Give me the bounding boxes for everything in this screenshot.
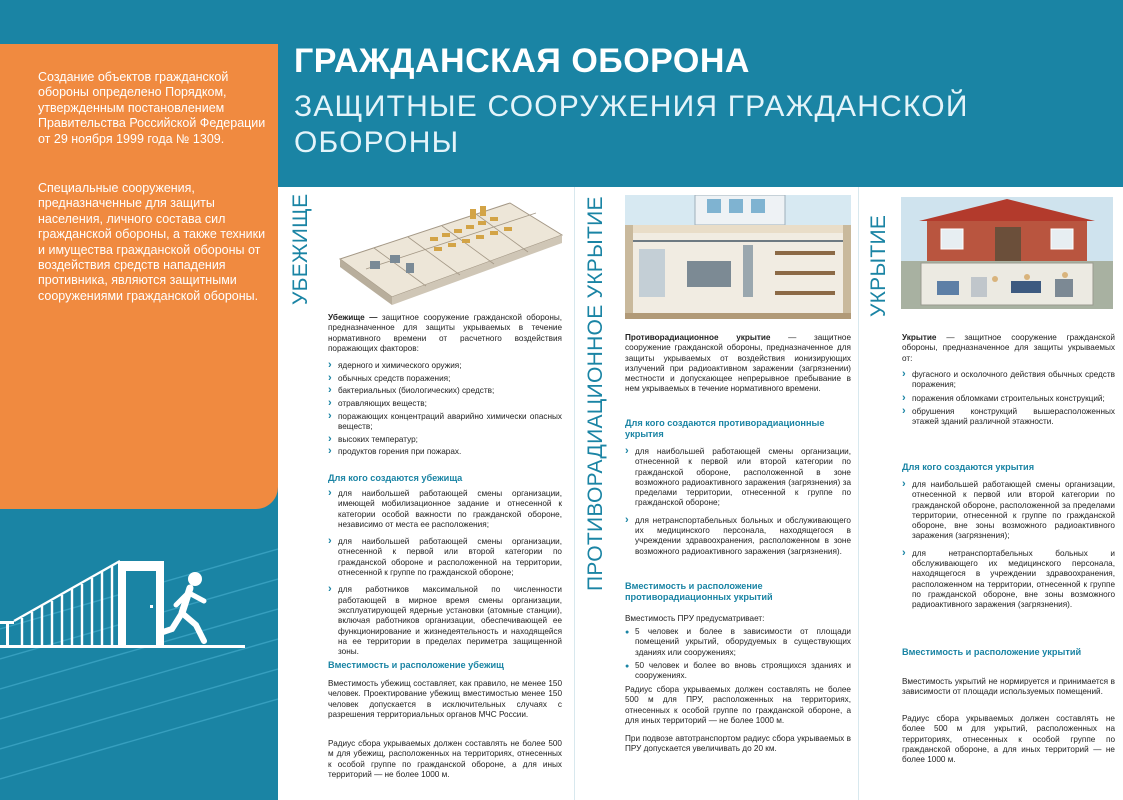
content-panel xyxy=(278,187,1123,800)
list-item: › для нетранспортабельных больных и обслуживающего их медицинского персонала, находящегося в учреждении здравоохранения, расположенном на территории, отнесенной к группе по гражданской обороне, вне зоны возможного радиоактивного заражения (загрязнения). xyxy=(902,549,1115,611)
section-heading: Вместимость и расположение убежищ xyxy=(328,660,504,670)
section-heading: Вместимость и расположение противорадиационных укрытий xyxy=(625,581,773,602)
shelter-floorplan-illustration xyxy=(330,197,566,307)
intro-paragraph-2: Специальные сооружения, предназначенные для защиты населения, личного состава сил гражданской обороны, а также техники и имущества гражданской обороны от воздействия средств нападения противника, являются защитными сооружениями гражданской обороны. xyxy=(38,181,266,303)
list-item: › для наибольшей работающей смены организации, отнесенной к первой или второй категории по гражданской обороне, расположенной в зоне возможного радиоактивного заражения (загрязнения) за пределами территории, отнесенной к группе по гражданской обороне; xyxy=(625,447,851,509)
list-item: ● 5 человек и более в зависимости от площади помещений укрытий, оборудуемых в существующих зданиях или сооружениях; xyxy=(625,627,851,658)
cover-radius-text: Радиус сбора укрываемых должен составлять не более 500 м для укрытий, расположенных на территориях, отнесенных к особой группе по гражданской обороне, а для иных территорий — не более 1000 м. xyxy=(902,714,1115,765)
list-item: › для наибольшей работающей смены организации, имеющей мобилизационное задание и отнесенной к категории особой важности по гражданской обороне, независимо от места ее расположения; xyxy=(328,489,562,530)
list-item: › продуктов горения при пожарах. xyxy=(328,447,562,457)
list-item: › для наибольшей работающей смены организации, отнесенной к первой или второй категории по гражданской обороне, расположенной за пределами территории, отнесенной к группе по гражданской обороне, вне зоны возможного радиоактивного заражения (загрязнения); xyxy=(902,480,1115,542)
anti-radiation-radius-text: Радиус сбора укрываемых должен составлять не более 500 м для ПРУ, расположенных на территориях, отнесенных к особой группе по гражданской обороне, а для иных территорий — не более 1000 м. xyxy=(625,685,851,725)
page-subtitle: ЗАЩИТНЫЕ СООРУЖЕНИЯ ГРАЖДАНСКОЙ ОБОРОНЫ xyxy=(294,90,969,159)
list-item: › поражающих концентраций аварийно химически опасных веществ; xyxy=(328,412,562,433)
column-shelter xyxy=(278,187,574,800)
list-item: › обычных средств поражения; xyxy=(328,374,562,384)
vertical-title-text: УБЕЖИЩЕ xyxy=(289,193,312,305)
list-item: › высоких температур; xyxy=(328,435,562,445)
anti-radiation-transport-text: При подвозе автотранспортом радиус сбора укрываемых в ПРУ допускается увеличивать до 20 км. xyxy=(625,734,851,754)
anti-radiation-capacity-list xyxy=(625,627,851,684)
anti-radiation-capacity-intro: Вместимость ПРУ предусматривает: xyxy=(625,614,765,623)
cover-house-illustration xyxy=(901,197,1113,309)
list-item: ● 50 человек и более во вновь строящихся зданиях и сооружениях. xyxy=(625,661,851,682)
column-anti-radiation-shelter xyxy=(575,187,858,800)
cover-who-list xyxy=(902,480,1115,613)
shelter-capacity-text: Вместимость убежищ составляет, как правило, не менее 150 человек. Проектирование убежищ вместимостью менее 150 человек допускается в исключительных случаях с разрешения территориальных органов МЧС России. xyxy=(328,679,562,719)
section-heading: Для кого создаются укрытия xyxy=(902,462,1035,472)
vertical-title-shelter xyxy=(278,187,320,800)
vertical-title-text: ПРОТИВОРАДИАЦИОННОЕ УКРЫТИЕ xyxy=(584,196,607,591)
vertical-title-text: УКРЫТИЕ xyxy=(867,214,890,317)
list-item: › поражения обломками строительных конструкций; xyxy=(902,394,1115,404)
section-heading: Для кого создаются противорадиационные укрытия xyxy=(625,418,825,439)
cover-factors-list xyxy=(902,370,1115,430)
anti-radiation-who-list xyxy=(625,447,851,559)
shelter-entrance-illustration xyxy=(0,509,278,800)
list-item: › отравляющих веществ; xyxy=(328,399,562,409)
anti-radiation-basement-illustration xyxy=(625,195,851,319)
section-heading: Для кого создаются убежища xyxy=(328,473,463,483)
vertical-title-cover xyxy=(859,187,901,800)
intro-paragraph-1: Создание объектов гражданской обороны определено Порядком, утвержденным постановлением Правительства Российской Федерации от 29 ноября 1999 года № 1309. xyxy=(38,70,266,146)
list-item: › для нетранспортабельных больных и обслуживающего их медицинского персонала, находящегося в учреждении здравоохранения, расположенном в зоне возможного радиоактивного заражения (загрязнения). xyxy=(625,516,851,557)
anti-radiation-definition: Противорадиационное укрытие — защитное сооружение гражданской обороны, предназначенное для защиты укрываемых от воздействия ионизирующих излучений при радиоактивном заражении (загрязнении) местности и допускающее непрерывное пребывание в нем укрываемых в течение нормативного времени. xyxy=(625,333,851,394)
shelter-factors-list xyxy=(328,361,562,460)
shelter-definition: Убежище — защитное сооружение гражданской обороны, предназначенное для защиты укрываемых в течение нормативного времени от расчетного воздействия поражающих факторов: xyxy=(328,313,562,353)
cover-capacity-text: Вместимость укрытий не нормируется и принимается в зависимости от площади используемых помещений. xyxy=(902,677,1115,697)
list-item: › для работников максимальной по численности работающей в мирное время смены организации, эксплуатирующей ядерные установки (атомные станции), включая работников организации, обеспечивающей ее функционирование и жизнедеятельность и находящейся на ее территории в пределах периметра защищенной зоны. xyxy=(328,585,562,657)
page-title: ГРАЖДАНСКАЯ ОБОРОНА xyxy=(294,42,750,80)
list-item: › для наибольшей работающей смены организации, отнесенной к первой или второй категории по гражданской обороне и расположенной на территории, отнесенной к группе по гражданской обороне; xyxy=(328,537,562,578)
column-cover-shelter xyxy=(859,187,1123,800)
list-item: › фугасного и осколочного действия обычных средств поражения; xyxy=(902,370,1115,391)
cover-definition: Укрытие — защитное сооружение гражданской обороны, предназначенное для защиты укрываемых от: xyxy=(902,333,1115,363)
list-item: › обрушения конструкций вышерасположенных этажей зданий различной этажности. xyxy=(902,407,1115,428)
list-item: › бактериальных (биологических) средств; xyxy=(328,386,562,396)
shelter-radius-text: Радиус сбора укрываемых должен составлять не более 500 м для убежищ, расположенных на территориях, отнесенных к особой группе по гражданской обороне, а для иных территорий — не более 1000 м. xyxy=(328,739,562,779)
shelter-who-list xyxy=(328,489,562,660)
vertical-title-anti-radiation xyxy=(575,187,617,800)
section-heading: Вместимость и расположение укрытий xyxy=(902,647,1082,657)
list-item: › ядерного и химического оружия; xyxy=(328,361,562,371)
